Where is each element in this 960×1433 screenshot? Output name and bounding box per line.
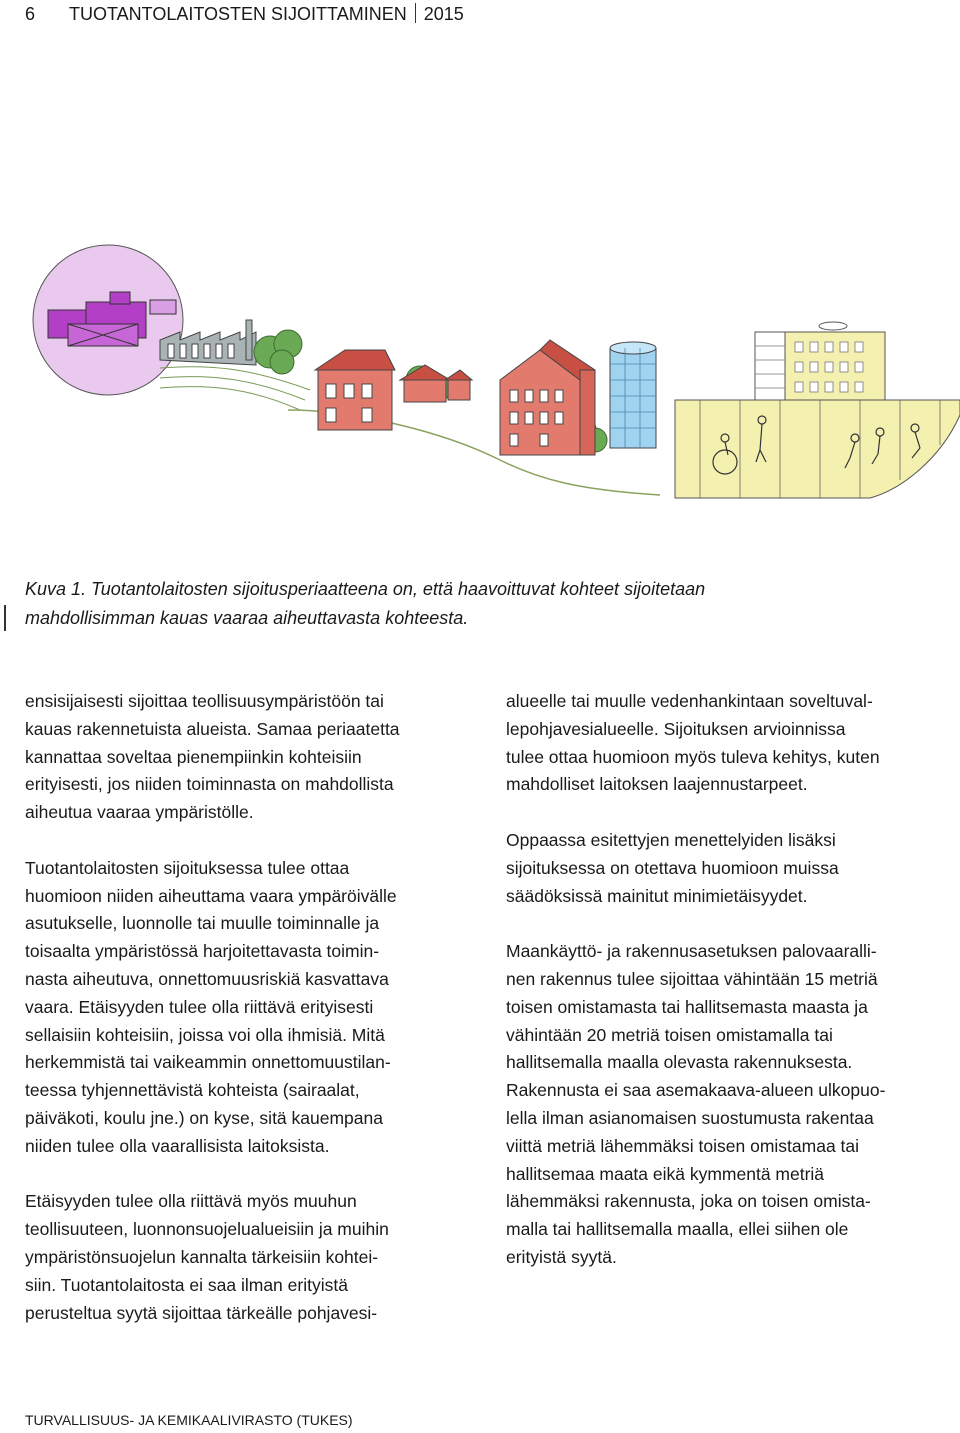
left-column xyxy=(25,688,465,1355)
page-footer: TURVALLISUUS- JA KEMIKAALIVIRASTO (TUKES) xyxy=(25,1412,353,1428)
text-line: vaara. Etäisyyden tulee olla riittävä erityisesti xyxy=(25,996,374,1017)
text-line: Maankäyttö- ja rakennusasetuksen palovaaralli- xyxy=(506,941,877,962)
paragraph xyxy=(506,688,946,799)
paragraph xyxy=(506,938,946,1272)
text-line: lähemmäksi rakennusta, joka on toisen omista- xyxy=(506,1191,871,1212)
revision-bar xyxy=(4,605,6,631)
text-line: sijoituksessa on otettava huomioon muissa xyxy=(506,857,839,878)
text-line: mahdolliset laitoksen laajennustarpeet. xyxy=(506,774,808,795)
text-line: Tuotantolaitosten sijoituksessa tulee ottaa xyxy=(25,857,350,878)
text-line: nasta aiheutuva, onnettomuusriskiä kasvattava xyxy=(25,968,389,989)
page-number: 6 xyxy=(25,4,36,24)
text-line: aiheutua vaaraa ympäristölle. xyxy=(25,802,254,823)
glass-tower xyxy=(610,342,656,448)
text-line: huomioon niiden aiheuttama vaara ympäröivälle xyxy=(25,885,397,906)
hazard-zone xyxy=(33,245,183,395)
header-year: 2015 xyxy=(423,4,464,24)
text-line: kauas rakennetuista alueista. Samaa periaatetta xyxy=(25,718,400,739)
text-line: hallitsemaa maata eikä kymmentä metriä xyxy=(506,1163,825,1184)
text-line: toisen omistamasta tai hallitsemasta maasta ja xyxy=(506,996,868,1017)
text-line: päiväkoti, koulu jne.) on kyse, sitä kauempana xyxy=(25,1107,383,1128)
text-line: ensisijaisesti sijoittaa teollisuusympäristöön tai xyxy=(25,691,384,711)
page-header xyxy=(25,0,464,28)
text-line: ympäristönsuojelun kannalta tärkeisiin kohtei- xyxy=(25,1246,379,1267)
paragraph xyxy=(25,688,465,827)
text-line: teollisuuteen, luonnonsuojelualueisiin ja muihin xyxy=(25,1219,389,1240)
text-line: alueelle tai muulle vedenhankintaan soveltuval- xyxy=(506,691,873,711)
caption-line: mahdollisimman kauas vaaraa aiheuttavasta kohteesta. xyxy=(25,608,469,628)
text-line: asutukselle, luonnolle tai muulle toiminnalle ja xyxy=(25,913,380,934)
text-line: lepohjavesialueelle. Sijoituksen arvioinnissa xyxy=(506,718,846,739)
text-line: sellaisiin kohteisiin, joissa voi olla ihmisiä. Mitä xyxy=(25,1024,385,1045)
caption-line: Kuva 1. Tuotantolaitosten sijoitusperiaatteena on, että haavoittuvat kohteet sijoitetaan xyxy=(25,579,706,599)
text-line: nen rakennus tulee sijoittaa vähintään 15 metriä xyxy=(506,968,878,989)
text-line: malla tai hallitsemalla maalla, ellei siihen ole xyxy=(506,1219,849,1240)
text-line: perusteltua syytä sijoittaa tärkeälle pohjavesi- xyxy=(25,1302,378,1323)
text-line: viittä metriä lähemmäksi toisen omistamaa tai xyxy=(506,1135,860,1156)
text-line: Rakennusta ei saa asemakaava-alueen ulkopuo- xyxy=(506,1080,886,1101)
figure-caption xyxy=(25,575,925,633)
text-line: siin. Tuotantolaitosta ei saa ilman erityistä xyxy=(25,1274,348,1295)
paragraph xyxy=(506,827,946,910)
right-column xyxy=(506,688,946,1300)
paragraph xyxy=(25,855,465,1161)
text-line: Etäisyyden tulee olla riittävä myös muuhun xyxy=(25,1191,357,1212)
text-line: toisaalta ympäristössä harjoitettavasta toimin- xyxy=(25,941,380,962)
text-line: kannattaa soveltaa pienempiinkin kohteisiin xyxy=(25,746,362,767)
running-title: TUOTANTOLAITOSTEN SIJOITTAMINEN xyxy=(69,4,407,24)
text-line: teessa tyhjennettävistä kohteista (sairaalat, xyxy=(25,1080,360,1101)
header-divider xyxy=(415,3,416,23)
text-line: erityisesti, jos niiden toiminnasta on mahdollista xyxy=(25,774,394,795)
paragraph xyxy=(25,1188,465,1327)
text-line: tulee ottaa huomioon myös tuleva kehitys, kuten xyxy=(506,746,880,767)
text-line: säädöksissä mainitut minimietäisyydet. xyxy=(506,885,808,906)
text-line: niiden tulee olla vaarallisista laitoksista. xyxy=(25,1135,330,1156)
apartment-building xyxy=(500,340,595,455)
text-line: erityistä syytä. xyxy=(506,1246,617,1267)
zoning-illustration xyxy=(20,240,960,520)
residential-houses xyxy=(315,350,472,430)
text-line: herkemmistä tai vaikeammin onnettomuustilan- xyxy=(25,1052,391,1073)
text-line: Oppaassa esitettyjen menettelyiden lisäksi xyxy=(506,829,836,850)
text-line: vähintään 20 metriä toisen omistamalla tai xyxy=(506,1024,833,1045)
text-line: lella ilman asianomaisen suostumusta rakentaa xyxy=(506,1107,874,1128)
sensitive-site xyxy=(675,322,960,498)
text-line: hallitsemalla maalla olevasta rakennuksesta. xyxy=(506,1052,853,1073)
